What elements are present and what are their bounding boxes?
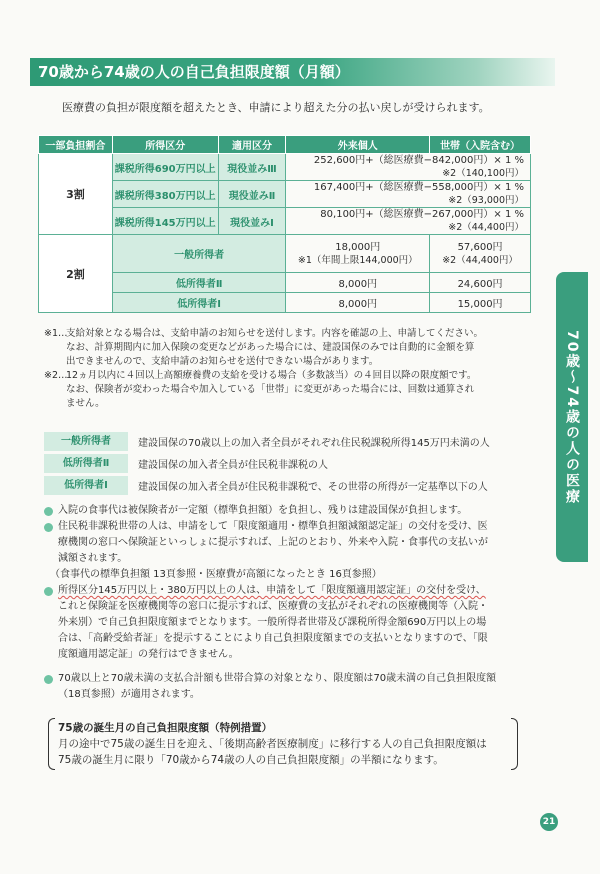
income-cell: 課税所得145万円以上: [112, 208, 218, 235]
bullet-line: 外来別）で自己負担限度額までとなります。一般所得者世帯及び課税所得金額690万円以上の場: [58, 617, 487, 628]
special-heading: 75歳の誕生月の自己負担限度額（特例措置）: [58, 722, 273, 734]
bullet-line: 入院の食事代は被保険者が一定額（標準負担額）を負担し、残りは建設国保が負担します。: [58, 505, 468, 516]
category-cell: 現役並みⅠ: [218, 208, 286, 235]
bullet-line-underlined: 所得区分145万円以上・380万円以上の人は、申請をして「限度額適用認定証」の交付を受け、: [58, 585, 486, 596]
special-line: 75歳の誕生月に限り「70歳から74歳の人の自己負担限度額」の半額になります。: [58, 754, 444, 766]
bullet-item: [44, 519, 534, 567]
definition-label: 一般所得者: [44, 432, 128, 451]
definition-text: 建設国保の加入者全員が住民税非課税で、その世帯の所得が一定基準以下の人: [138, 482, 488, 493]
rate-3-cell: 3割: [39, 154, 113, 235]
formula-sub: ※2（44,400円）: [448, 222, 524, 233]
definition-row: [44, 454, 534, 473]
bullet-item: [44, 583, 534, 663]
bullet-line: 療機関の窓口へ保険証といっしょに提示すれば、上記のとおり、外来や入院・食事代の支払いが: [58, 537, 488, 548]
table-row: [39, 208, 531, 235]
table-header-row: [39, 136, 531, 154]
definition-row: [44, 432, 534, 451]
special-measure-box: [48, 718, 518, 770]
income-definitions: [44, 432, 534, 498]
footnote-line: 出できませんので、支給申請のお知らせを送付できない場合があります。: [66, 356, 379, 367]
footnote-2: [44, 369, 534, 411]
formula-cell: [286, 154, 531, 181]
rate-2-cell: 2割: [39, 235, 113, 313]
bullet-line: （18頁参照）が適用されます。: [58, 689, 200, 700]
formula-sub: ※2（140,100円）: [442, 168, 524, 179]
bullet-line: 住民税非課税世帯の人は、申請をして「限度額適用・標準負担額減額認定証」の交付を受け、医: [58, 521, 488, 532]
bullet-line: 70歳以上と70歳未満の支払合計額も世帯合算の対象となり、限度額は70歳未満の自己負担限度額: [58, 673, 497, 684]
outpatient-cell: [286, 235, 430, 273]
formula-main: 167,400円+（総医療費−558,000円）× 1 %: [313, 182, 524, 193]
footnote-line: 支給対象となる場合は、支給申請のお知らせを送付します。内容を確認の上、申請してください。: [66, 328, 483, 339]
page-number: 21: [540, 813, 558, 831]
category-cell: 現役並みⅢ: [218, 154, 286, 181]
bullet-dot-icon: [44, 523, 53, 532]
formula-sub: ※2（93,000円）: [448, 195, 524, 206]
bullet-line: これと保険証を医療機関等の窓口に提示すれば、医療費の支払がそれぞれの医療機関等（入院・: [58, 601, 488, 612]
footnotes: [44, 327, 534, 411]
page-title: 70歳から74歳の人の自己負担限度額（月額）: [30, 58, 555, 86]
bullet-dot-icon: [44, 675, 53, 684]
definition-label: 低所得者Ⅰ: [44, 476, 128, 495]
limit-table: [38, 135, 531, 313]
table-row: [39, 293, 531, 313]
outpatient-value: 18,000円: [335, 241, 381, 253]
footnote-line: 12ヵ月以内に４回以上高額療養費の支給を受ける場合（多数該当）の４回目以降の限度額です。: [66, 370, 477, 381]
footnote-line: なお、計算期間内に加入保険の変更などがあった場合には、建設国保のみでは自動的に金額を算: [66, 342, 475, 353]
definition-text: 建設国保の加入者全員が住民税非課税の人: [138, 460, 328, 471]
header-rate: 一部負担割合: [39, 136, 113, 154]
bullet-line: 減額されます。: [58, 553, 128, 564]
formula-main: 252,600円+（総医療費−842,000円）× 1 %: [313, 155, 524, 166]
bullet-dot-icon: [44, 507, 53, 516]
formula-main: 80,100円+（総医療費−267,000円）× 1 %: [320, 209, 524, 220]
intro-text: 医療費の負担が限度額を超えたとき、申請により超えた分の払い戻しが受けられます。: [62, 101, 490, 114]
special-line: 月の途中で75歳の誕生日を迎え、「後期高齢者医療制度」に移行する人の自己負担限度額は: [58, 738, 487, 750]
household-cell: [430, 235, 531, 273]
footnote-line: なお、保険者が変わった場合や加入している「世帯」に変更があった場合には、回数は通算され: [66, 384, 475, 395]
definition-row: [44, 476, 534, 495]
income-cell: 低所得者Ⅱ: [112, 273, 286, 293]
footnote-1: [44, 327, 534, 369]
table-row: [39, 181, 531, 208]
outpatient-cell: 8,000円: [286, 273, 430, 293]
header-income: 所得区分: [112, 136, 218, 154]
bullet-dot-icon: [44, 587, 53, 596]
definition-label: 低所得者Ⅱ: [44, 454, 128, 473]
footnote-line: ません。: [66, 398, 105, 409]
household-cell: 15,000円: [430, 293, 531, 313]
income-cell: 課税所得380万円以上: [112, 181, 218, 208]
category-cell: 現役並みⅡ: [218, 181, 286, 208]
table-row: [39, 273, 531, 293]
formula-cell: [286, 181, 531, 208]
outpatient-sub: ※1（年間上限144,000円）: [297, 254, 418, 266]
header-category: 適用区分: [218, 136, 286, 154]
bullet-list: [44, 503, 534, 703]
household-value: 57,600円: [457, 241, 503, 253]
reference-note: （食事代の標準負担額 13頁参照・医療費が高額になったとき 16頁参照）: [50, 569, 382, 580]
formula-cell: [286, 208, 531, 235]
section-side-tab: 70歳〜74歳の人の医療: [556, 272, 588, 562]
household-cell: 24,600円: [430, 273, 531, 293]
income-cell: 一般所得者: [112, 235, 286, 273]
bullet-line: 合は、「高齢受給者証」を提示することにより自己負担限度額までの支払いとなりますので、「限: [58, 633, 488, 644]
footnote-mark: ※2…: [44, 370, 68, 381]
bullet-item: [44, 503, 534, 519]
income-cell: 低所得者Ⅰ: [112, 293, 286, 313]
header-household: 世帯（入院含む）: [430, 136, 531, 154]
bullet-line: 度額適用認定証」の発行はできません。: [58, 649, 239, 660]
footnote-mark: ※1…: [44, 328, 68, 339]
household-sub: ※2（44,400円）: [442, 254, 518, 266]
bullet-item: [44, 671, 534, 703]
definition-text: 建設国保の70歳以上の加入者全員がそれぞれ住民税課税所得145万円未満の人: [138, 438, 490, 449]
outpatient-cell: 8,000円: [286, 293, 430, 313]
table-row: [39, 154, 531, 181]
header-outpatient: 外来個人: [286, 136, 430, 154]
income-cell: 課税所得690万円以上: [112, 154, 218, 181]
table-row: [39, 235, 531, 273]
